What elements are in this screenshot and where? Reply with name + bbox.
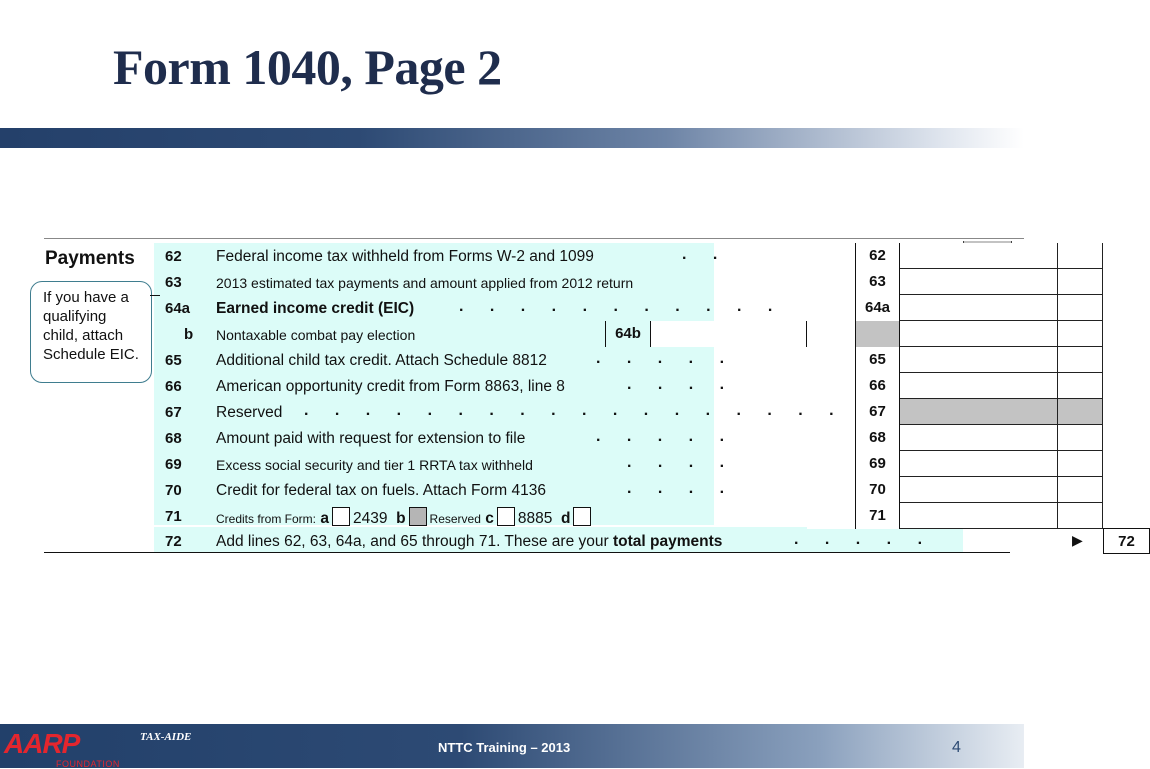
line-ref-box: 65 bbox=[855, 347, 900, 373]
line-ref-box: 63 bbox=[855, 269, 900, 295]
line-number: 70 bbox=[165, 482, 182, 499]
line-ref-box: 67 bbox=[855, 399, 900, 425]
combat-pay-cents-field[interactable] bbox=[807, 321, 855, 347]
cents-field[interactable] bbox=[1057, 425, 1103, 451]
amount-field[interactable] bbox=[900, 477, 1057, 503]
credits-from-form-line bbox=[216, 507, 594, 528]
leader-dots: . . . . . . . . . . . . . . . . . . bbox=[304, 402, 845, 419]
aarp-foundation-text: FOUNDATION bbox=[56, 759, 120, 769]
line-number: 65 bbox=[165, 352, 182, 369]
form-row-65 bbox=[154, 347, 1024, 373]
cents-field[interactable] bbox=[1057, 347, 1103, 373]
slide-title: Form 1040, Page 2 bbox=[113, 39, 502, 95]
shaded-ref-box bbox=[855, 321, 900, 347]
amount-field[interactable] bbox=[900, 269, 1057, 295]
form-row-62 bbox=[154, 243, 1024, 269]
line-number: 63 bbox=[165, 274, 182, 291]
line-number: 67 bbox=[165, 404, 182, 421]
form-row-72 bbox=[154, 528, 1135, 554]
line-description: Credit for federal tax on fuels. Attach Form 4136 bbox=[216, 482, 546, 499]
arrow-right-icon: ▶ bbox=[1072, 532, 1083, 548]
blank-cell bbox=[807, 503, 855, 529]
form-row-70 bbox=[154, 477, 1024, 503]
form-2439-label: 2439 bbox=[352, 510, 388, 527]
total-payments-label: total payments bbox=[612, 533, 723, 550]
option-a-label: a bbox=[320, 510, 329, 527]
form-row-68 bbox=[154, 425, 1024, 451]
combat-pay-amount-field[interactable] bbox=[651, 321, 807, 347]
line-ref-box: 69 bbox=[855, 451, 900, 477]
tax-aide-label: TAX-AIDE bbox=[140, 731, 192, 743]
line-number: 71 bbox=[165, 508, 182, 525]
cents-field[interactable] bbox=[1057, 373, 1103, 399]
cents-field[interactable] bbox=[1057, 243, 1103, 269]
form-8885-label: 8885 bbox=[517, 510, 553, 527]
line-ref-box: 64a bbox=[855, 295, 900, 321]
option-b-label: b bbox=[396, 510, 406, 527]
line-description bbox=[216, 533, 722, 551]
form-2439-checkbox[interactable] bbox=[332, 507, 350, 526]
line-number: 69 bbox=[165, 456, 182, 473]
amount-field[interactable] bbox=[900, 425, 1057, 451]
amount-field[interactable] bbox=[900, 243, 1057, 269]
leader-dots: . . . . bbox=[627, 376, 736, 393]
form-bottom-rule bbox=[44, 552, 1010, 553]
aarp-logo-text: AARP bbox=[4, 728, 80, 759]
credits-prefix: Credits from Form: bbox=[216, 512, 317, 526]
leader-dots: . . . . . bbox=[794, 531, 934, 548]
line-number: 66 bbox=[165, 378, 182, 395]
amount-field[interactable] bbox=[900, 451, 1057, 477]
slide-footer bbox=[0, 724, 1024, 768]
amount-field[interactable] bbox=[900, 347, 1057, 373]
amount-field bbox=[900, 321, 1057, 347]
leader-dots: . . bbox=[682, 246, 729, 263]
line-letter: b bbox=[184, 326, 194, 343]
form-top-edge bbox=[44, 238, 1024, 242]
line-number: 72 bbox=[165, 533, 182, 550]
option-c-label: c bbox=[485, 510, 494, 527]
cents-field[interactable] bbox=[1057, 477, 1103, 503]
line-ref-box: 71 bbox=[855, 503, 900, 529]
payments-heading: Payments bbox=[45, 248, 135, 269]
eic-note: If you have a qualifying child, attach Schedule EIC. bbox=[30, 281, 152, 383]
leader-dots: . . . . . bbox=[596, 350, 736, 367]
cents-field[interactable] bbox=[1057, 269, 1103, 295]
line-ref-box: 62 bbox=[855, 243, 900, 269]
line-number: 68 bbox=[165, 430, 182, 447]
line-description: Amount paid with request for extension to file bbox=[216, 430, 526, 447]
line-72-text: Add lines 62, 63, 64a, and 65 through 71. These are your bbox=[216, 533, 609, 550]
line-description: Federal income tax withheld from Forms W-2 and 1099 bbox=[216, 248, 594, 265]
reserved-amount-field bbox=[900, 399, 1057, 425]
cents-field[interactable] bbox=[1057, 451, 1103, 477]
form-row-64a bbox=[154, 295, 1024, 321]
form-row-63 bbox=[154, 269, 1024, 295]
page-number: 4 bbox=[952, 739, 961, 756]
line-number: 64a bbox=[165, 300, 191, 317]
line-description: Excess social security and tier 1 RRTA tax withheld bbox=[216, 457, 533, 473]
form-row-71 bbox=[154, 503, 1024, 529]
reserved-cents-field bbox=[1057, 399, 1103, 425]
line-ref-box: 70 bbox=[855, 477, 900, 503]
amount-field[interactable] bbox=[900, 373, 1057, 399]
line-description: Additional child tax credit. Attach Schedule 8812 bbox=[216, 352, 547, 369]
leader-dots: . . . . . bbox=[596, 428, 736, 445]
form-1040-page2-image bbox=[14, 238, 1135, 556]
option-d-checkbox[interactable] bbox=[573, 507, 591, 526]
leader-dots: . . . . bbox=[627, 480, 736, 497]
cents-field bbox=[1057, 321, 1103, 347]
line-description: Reserved bbox=[216, 404, 283, 421]
option-d-label: d bbox=[560, 510, 571, 527]
line-description: American opportunity credit from Form 8863, line 8 bbox=[216, 378, 565, 395]
cents-field[interactable] bbox=[1057, 503, 1103, 529]
line-ref-box: 66 bbox=[855, 373, 900, 399]
form-row-66 bbox=[154, 373, 1024, 399]
line-description: Earned income credit (EIC) bbox=[216, 300, 415, 317]
line-number: 62 bbox=[165, 248, 182, 265]
footer-title: NTTC Training – 2013 bbox=[438, 740, 571, 755]
reserved-checkbox bbox=[409, 507, 427, 526]
form-row-67 bbox=[154, 399, 1024, 425]
leader-dots: . . . . . . . . . . . bbox=[459, 298, 784, 315]
form-8885-checkbox[interactable] bbox=[497, 507, 515, 526]
cents-field[interactable] bbox=[1057, 295, 1103, 321]
line-description: Nontaxable combat pay election bbox=[216, 327, 416, 343]
form-row-64b bbox=[154, 321, 1024, 347]
amount-field[interactable] bbox=[900, 295, 1057, 321]
line-ref-box-64b: 64b bbox=[605, 321, 651, 347]
line-ref-box-72: 72 bbox=[1103, 528, 1150, 554]
leader-dots: . . . . bbox=[627, 454, 736, 471]
line-description: 2013 estimated tax payments and amount applied from 2012 return bbox=[216, 275, 634, 291]
aarp-logo bbox=[4, 728, 122, 769]
reserved-label: Reserved bbox=[429, 512, 481, 526]
line-ref-box: 68 bbox=[855, 425, 900, 451]
amount-field[interactable] bbox=[900, 503, 1057, 529]
title-bar bbox=[0, 128, 1024, 148]
form-row-69 bbox=[154, 451, 1024, 477]
